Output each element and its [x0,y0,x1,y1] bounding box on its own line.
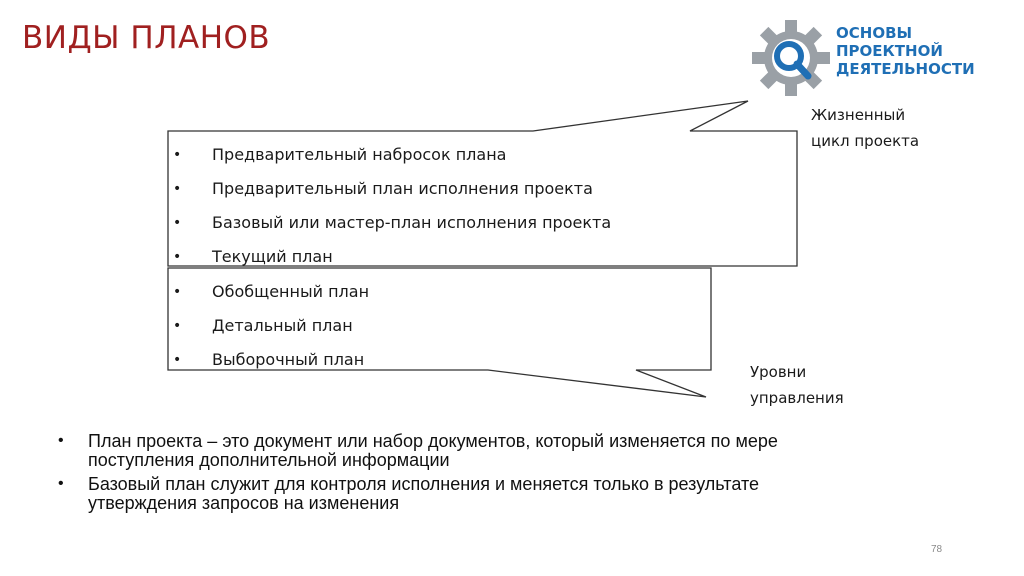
logo-text-line-1: ОСНОВЫ [836,24,913,42]
notes-list [58,432,958,518]
bullet: • [58,432,64,449]
page-number: 78 [931,544,943,555]
note-line: утверждения запросов на изменения [88,493,400,513]
list-item [168,309,369,343]
note-line: Базовый план служит для контроля исполнения и меняется только в результате [88,474,759,494]
note-item [58,475,958,513]
bullet: • [173,284,182,300]
list-item [168,172,611,206]
lifecycle-label-line-1: Жизненный [811,106,906,124]
list-item-text: Предварительный план исполнения проекта [212,179,593,198]
lifecycle-plan-list [168,138,611,274]
note-line: План проекта – это документ или набор документов, который изменяется по мере [88,431,778,451]
management-label-line-1: Уровни [750,363,807,381]
management-label [750,359,844,411]
list-item-text: Предварительный набросок плана [212,145,507,164]
bullet: • [173,249,182,265]
logo-text-line-2: ПРОЕКТНОЙ [836,42,943,60]
list-item-text: Базовый или мастер-план исполнения проекта [212,213,612,232]
bullet: • [173,352,182,368]
management-plan-list [168,275,369,377]
bullet: • [173,215,182,231]
bullet: • [173,147,182,163]
list-item [168,343,369,377]
list-item [168,275,369,309]
list-item-text: Обобщенный план [212,282,370,301]
management-label-line-2: управления [750,389,844,407]
logo-text-line-3: ДЕЯТЕЛЬНОСТИ [836,60,975,78]
lifecycle-label-line-2: цикл проекта [811,132,920,150]
list-item [168,138,611,172]
slide-title: ВИДЫ ПЛАНОВ [22,20,271,56]
lifecycle-label [811,102,919,154]
list-item [168,240,611,274]
bullet: • [173,181,182,197]
list-item [168,206,611,240]
bullet: • [173,318,182,334]
note-item [58,432,958,470]
bullet: • [58,475,64,492]
list-item-text: Текущий план [212,247,333,266]
note-line: поступления дополнительной информации [88,450,450,470]
list-item-text: Детальный план [212,316,353,335]
list-item-text: Выборочный план [212,350,365,369]
